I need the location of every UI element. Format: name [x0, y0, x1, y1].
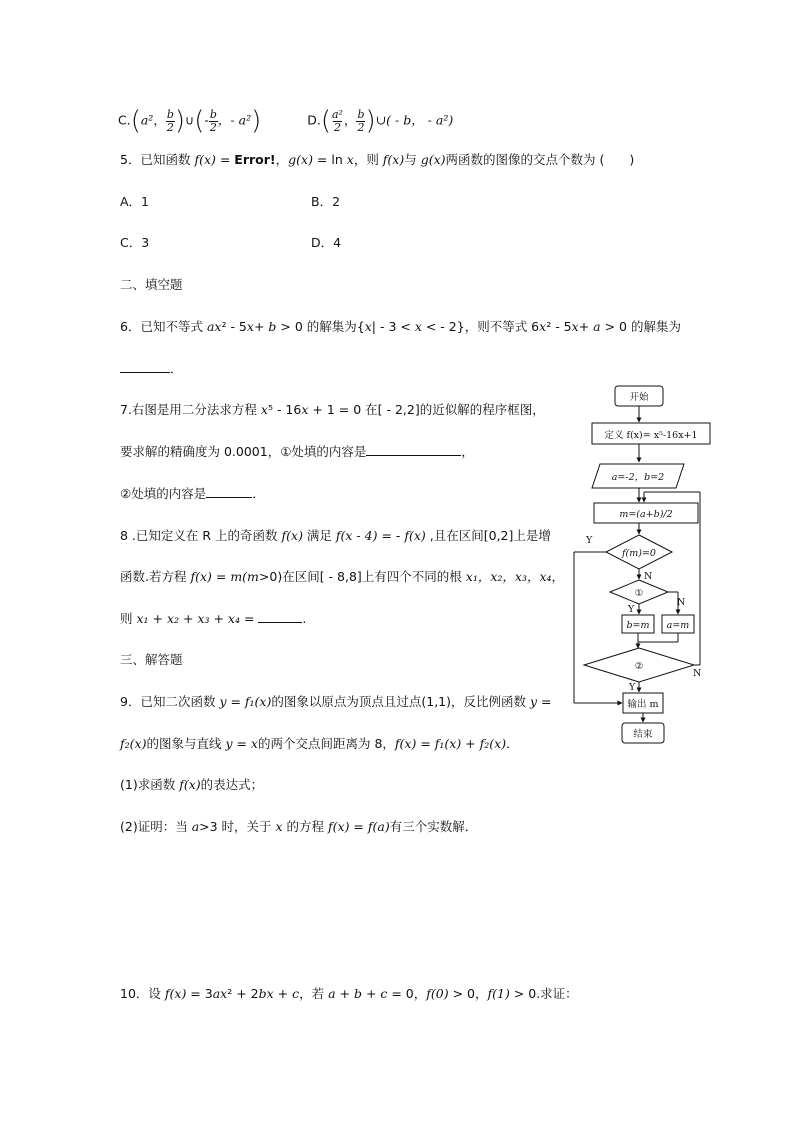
cond1-label: f(m)=0: [622, 548, 656, 559]
input-label: a=-2，b=2: [611, 472, 665, 483]
question-7-line-1: 7.右图是用二分法求方程 x⁵ - 16x + 1 = 0 在[ - 2,2]的近似解的程序框图，: [120, 402, 545, 417]
question-6-answer-line: ．: [120, 360, 183, 378]
fraction-b-2: $\frac{b}{2}$: [166, 107, 174, 134]
define-label: 定义 f(x)= x⁵-16x+1: [604, 430, 698, 441]
fraction-b-2-neg: $\frac{b}{2}$: [209, 107, 217, 134]
question-9-part-2: (2)证明：当 a>3 时，关于 x 的方程 f(x) = f(a)有三个实数解．: [120, 819, 478, 834]
choice-d: D．4: [311, 235, 342, 250]
q4-options-line: C.(a²， $\frac{b}{2}$ )∪(- $\frac{b}{2}$ ，- a²) D.( $\frac{\text{a²}}{2}$ ， $\frac{b}{2}$ )∪( - b， - a²): [118, 106, 454, 136]
question-8-line-1: 8 .已知定义在 R 上的奇函数 f(x) 满足 f(x - 4) = - f(x) ,且在区间[0,2]上是增: [120, 528, 551, 543]
question-9-part-1: (1)求函数 f(x)的表达式；: [120, 777, 264, 792]
choice-c: C．3: [120, 235, 150, 250]
choice-a: A．1: [120, 194, 150, 209]
choice-b: B．2: [311, 194, 341, 209]
cond3-no-label: N: [693, 668, 702, 679]
option-d-label: D.: [307, 112, 321, 128]
cond2-yes-label: Y: [628, 604, 635, 615]
answer-blank[interactable]: [120, 360, 170, 373]
cond3-yes-label: Y: [629, 682, 636, 693]
cond1-no-label: N: [644, 571, 653, 582]
question-9-line-1: 9．已知二次函数 y = f₁(x)的图象以原点为顶点且过点(1,1)，反比例函数 y =: [120, 694, 552, 709]
answer-blank-2[interactable]: [206, 485, 252, 498]
question-5: 5．已知函数 f(x) = Error!，g(x) = ln x，则 f(x)与 g(x)两函数的图像的交点个数为 ( ): [120, 152, 635, 167]
cond3-label: ②: [634, 661, 644, 672]
end-label: 结束: [633, 729, 653, 740]
cond2-no-label: N: [677, 597, 686, 608]
fraction-a2-2: $\frac{\text{a²}}{2}$: [331, 107, 343, 134]
assign-a-label: a=m: [666, 620, 690, 631]
answer-blank-1[interactable]: [366, 443, 461, 456]
question-6: 6．已知不等式 ax² - 5x+ b > 0 的解集为{x| - 3 < x < - 2}，则不等式 6x² - 5x+ a > 0 的解集为: [120, 319, 681, 334]
assign-b-label: b=m: [626, 620, 650, 631]
answer-blank[interactable]: [258, 610, 302, 623]
question-7-line-2: 要求解的精确度为 0.0001，①处填的内容是 ，: [120, 444, 474, 459]
section-answer-heading: 三、解答题: [120, 652, 183, 667]
cond2-label: ①: [634, 588, 644, 599]
option-c-label: C.: [118, 112, 131, 128]
section-fill-in-heading: 二、填空题: [120, 277, 183, 292]
fraction-b-2-d: $\frac{b}{2}$: [357, 107, 365, 134]
mid-label: m=(a+b)/2: [619, 509, 673, 520]
question-10: 10．设 f(x) = 3ax² + 2bx + c，若 a + b + c = 0，f(0) > 0，f(1) > 0.求证：: [120, 986, 578, 1001]
question-9-line-2: f₂(x)的图象与直线 y = x的两个交点间距离为 8，f(x) = f₁(x) + f₂(x)．: [120, 736, 519, 751]
question-8-line-2: 函数.若方程 f(x) = m(m>0)在区间[ - 8,8]上有四个不同的根 x₁，x₂，x₃，x₄，: [120, 569, 565, 584]
error-text: Error!: [234, 152, 276, 167]
bisection-flowchart: [566, 380, 746, 760]
start-label: 开始: [629, 392, 649, 403]
output-label: 输出 m: [627, 699, 659, 710]
question-7-line-3: ②处填的内容是 ．: [120, 486, 265, 501]
question-8-line-3: 则 x₁ + x₂ + x₃ + x₄ = .: [120, 611, 307, 626]
cond1-yes-label: Y: [586, 535, 593, 546]
